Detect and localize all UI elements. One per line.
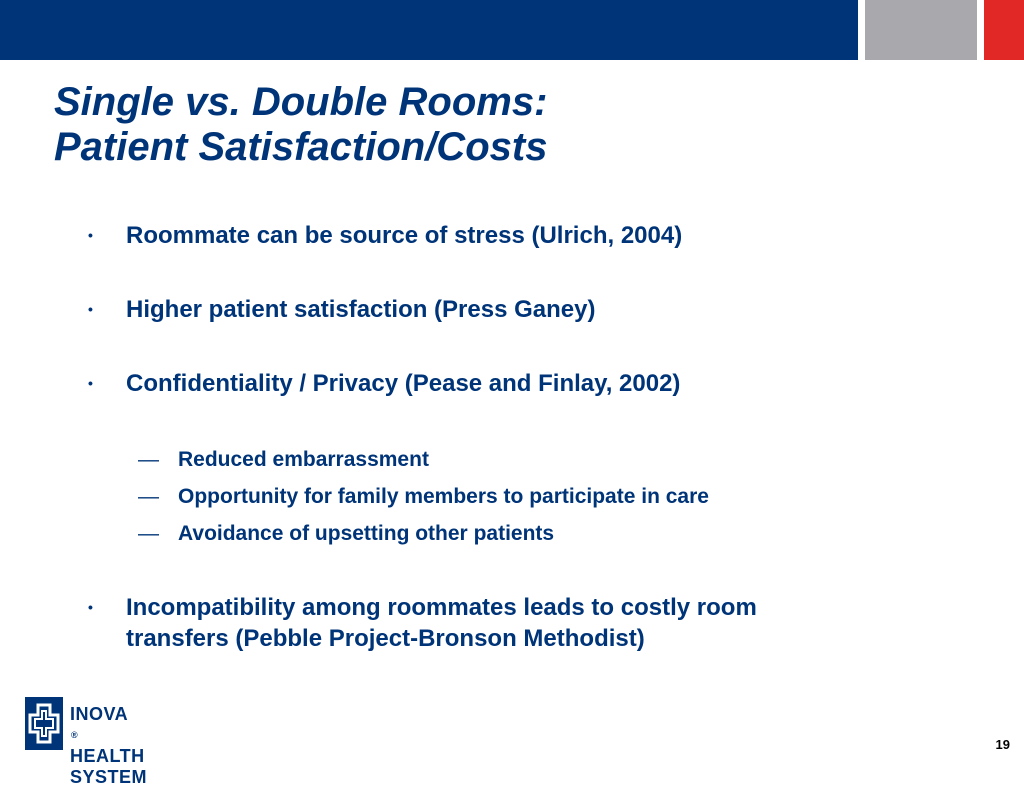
inova-logo	[25, 697, 235, 787]
bullet-marker: •	[88, 301, 93, 317]
bullet-text: Higher patient satisfaction (Press Ganey)	[126, 296, 596, 323]
logo-line-2: SYSTEM	[70, 767, 148, 787]
logo-line-1: INOVA ® HEALTH	[70, 704, 147, 767]
slide-title-line-1: Single vs. Double Rooms:	[54, 80, 548, 124]
bullet-text: Confidentiality / Privacy (Pease and Finlay, 2002)	[126, 370, 681, 397]
sub-bullet-dash: —	[138, 448, 159, 471]
bullet-item	[88, 592, 757, 654]
bullet-item	[88, 294, 596, 325]
page-number: 19	[995, 737, 1010, 752]
sub-bullet-text: Avoidance of upsetting other patients	[178, 522, 555, 545]
sub-bullet-item	[138, 484, 709, 510]
logo-wordmark	[70, 704, 147, 788]
bullet-text-line-2: transfers (Pebble Project-Bronson Methodist)	[126, 625, 645, 652]
sub-bullet-dash: —	[138, 522, 159, 545]
registered-mark: ®	[71, 730, 79, 740]
bullet-text: Roommate can be source of stress (Ulrich, 2004)	[126, 222, 683, 249]
bullet-item	[88, 368, 681, 399]
sub-bullet-dash: —	[138, 485, 159, 508]
bullet-item	[88, 220, 683, 251]
bullet-marker: •	[88, 375, 93, 391]
bullet-text-line-1: Incompatibility among roommates leads to costly room	[126, 594, 757, 621]
sub-bullet-text: Opportunity for family members to participate in care	[178, 485, 709, 508]
slide-title-line-2: Patient Satisfaction/Costs	[54, 125, 548, 169]
bullet-marker: •	[88, 599, 93, 615]
bullet-marker: •	[88, 227, 93, 243]
sub-bullet-item	[138, 447, 429, 473]
sub-bullet-item	[138, 521, 555, 547]
sub-bullet-text: Reduced embarrassment	[178, 448, 429, 471]
inova-cross-icon	[25, 697, 63, 750]
